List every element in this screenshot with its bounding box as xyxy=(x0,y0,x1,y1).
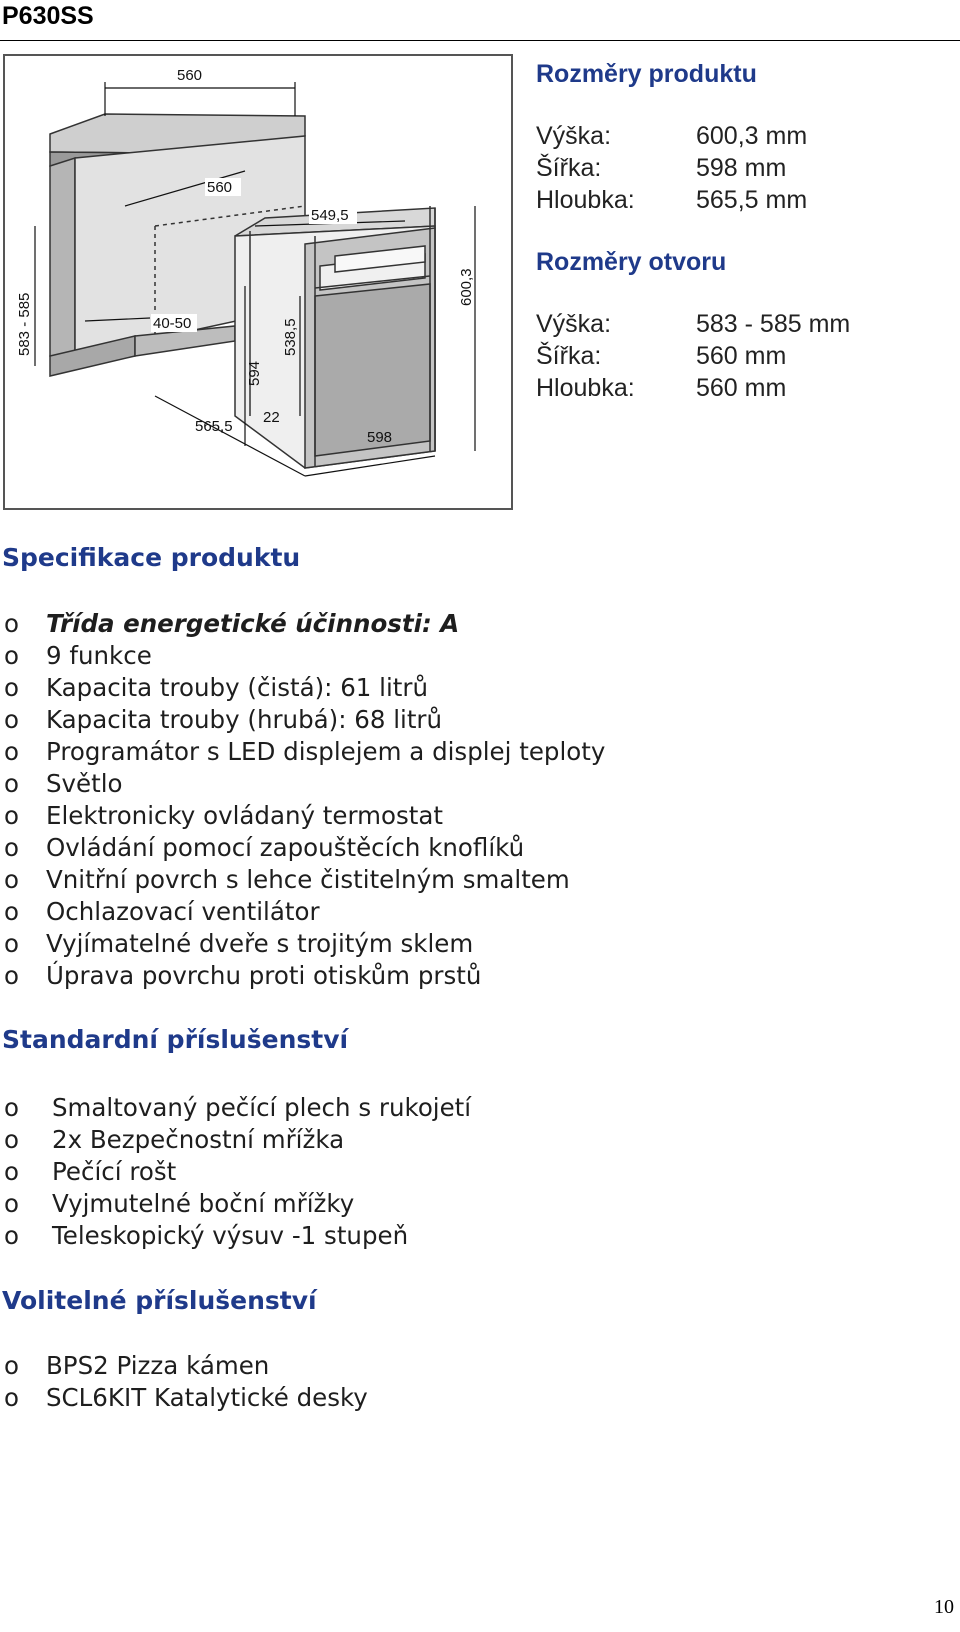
dim-label-600-3: 600,3 xyxy=(458,268,475,306)
list-item: o SCL6KIT Katalytické desky xyxy=(4,1383,368,1412)
page-number: 10 xyxy=(934,1596,954,1618)
product-dimensions-heading: Rozměry produktu xyxy=(536,60,757,88)
dim-label-598: 598 xyxy=(367,429,393,446)
list-item: o Programátor s LED displejem a displej teploty xyxy=(4,737,606,766)
list-item: o Elektronicky ovládaný termostat xyxy=(4,801,443,830)
specification-heading: Specifikace produktu xyxy=(2,543,301,572)
list-item: o Ochlazovací ventilátor xyxy=(4,897,320,926)
dim-label-40-50: 40-50 xyxy=(153,315,192,332)
list-item: o Úprava povrchu proti otiskům prstů xyxy=(4,961,482,990)
list-item: o Smaltovaný pečící plech s rukojetí xyxy=(4,1093,472,1122)
dim-label-565-5: 565,5 xyxy=(195,418,233,435)
product-dimensions-list xyxy=(536,120,956,216)
opening-dim-row: Hloubka: 560 mm xyxy=(536,374,787,402)
product-dim-row: Hloubka: 565,5 mm xyxy=(536,186,808,214)
specification-list xyxy=(0,608,605,992)
opening-dimensions-list xyxy=(536,308,956,404)
list-item: o Vnitřní povrch s lehce čistitelným smaltem xyxy=(4,865,570,894)
optional-accessories-heading: Volitelné příslušenství xyxy=(2,1286,317,1315)
dim-label-583-585: 583 - 585 xyxy=(16,292,33,356)
product-dim-row: Výška: 600,3 mm xyxy=(536,122,808,150)
standard-accessories-list xyxy=(0,1092,471,1252)
list-item: o BPS2 Pizza kámen xyxy=(4,1351,270,1380)
list-item: o Vyjmutelné boční mřížky xyxy=(4,1189,355,1218)
list-item: o 9 funkce xyxy=(4,641,152,670)
opening-dim-row: Šířka: 560 mm xyxy=(536,342,787,370)
header-rule xyxy=(0,40,960,41)
list-item: o Pečící rošt xyxy=(4,1157,177,1186)
dim-label-22: 22 xyxy=(263,409,280,426)
list-item: o Kapacita trouby (hrubá): 68 litrů xyxy=(4,705,443,734)
standard-accessories-heading: Standardní příslušenství xyxy=(2,1025,349,1054)
dimension-drawing xyxy=(3,54,513,510)
dim-label-560-top: 560 xyxy=(177,67,203,84)
dim-label-560-depth: 560 xyxy=(207,179,233,196)
list-item: o Světlo xyxy=(4,769,123,798)
opening-dim-row: Výška: 583 - 585 mm xyxy=(536,310,851,338)
model-title: P630SS xyxy=(2,2,94,30)
oven-installation-drawing xyxy=(5,56,511,508)
list-item: o Vyjímatelné dveře s trojitým sklem xyxy=(4,929,474,958)
list-item: o Třída energetické účinnosti: A xyxy=(4,609,460,638)
dim-label-538-5: 538,5 xyxy=(282,318,299,356)
list-item: o Ovládání pomocí zapouštěcích knoflíků xyxy=(4,833,525,862)
list-item: o Teleskopický výsuv -1 stupeň xyxy=(4,1221,409,1250)
dim-label-594: 594 xyxy=(246,360,263,386)
list-item: o 2x Bezpečnostní mřížka xyxy=(4,1125,345,1154)
opening-dimensions-heading: Rozměry otvoru xyxy=(536,248,727,276)
product-dim-row: Šířka: 598 mm xyxy=(536,154,787,182)
list-item: o Kapacita trouby (čistá): 61 litrů xyxy=(4,673,428,702)
dim-label-549-5: 549,5 xyxy=(311,207,349,224)
optional-accessories-list xyxy=(0,1350,368,1414)
dimensions-panel xyxy=(536,58,956,404)
